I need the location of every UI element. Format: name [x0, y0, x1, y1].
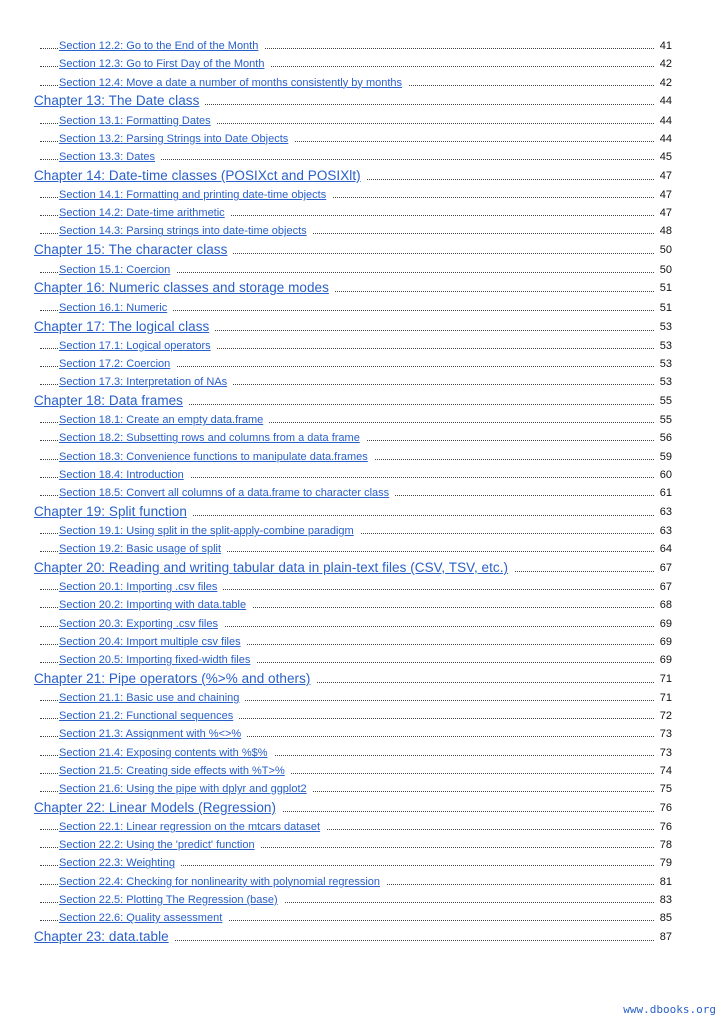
page-number: 69 — [659, 654, 672, 666]
toc-section-row[interactable] — [0, 53, 724, 71]
page-number: 85 — [659, 912, 672, 925]
chapter-link[interactable]: Chapter 15: The character class — [34, 242, 233, 257]
chapter-link[interactable]: Chapter 23: data.table — [34, 929, 175, 944]
section-link[interactable]: Section 19.2: Basic usage of split — [59, 543, 227, 555]
toc-section-row[interactable] — [0, 146, 724, 164]
toc-chapter-row[interactable] — [0, 90, 724, 110]
page-number: 59 — [659, 450, 672, 463]
toc-chapter-row[interactable] — [0, 500, 724, 520]
section-link[interactable]: Section 21.4: Exposing contents with %$% — [59, 747, 274, 759]
page-number: 71 — [659, 672, 672, 685]
page-number: 42 — [659, 58, 672, 71]
toc-section-row[interactable] — [0, 427, 724, 445]
page-number: 67 — [659, 581, 672, 594]
section-link[interactable]: Section 17.3: Interpretation of NAs — [59, 376, 233, 388]
toc-section-row[interactable] — [0, 870, 724, 888]
toc-section-row[interactable] — [0, 35, 724, 53]
page-number: 60 — [659, 468, 672, 481]
chapter-link[interactable]: Chapter 18: Data frames — [34, 393, 189, 408]
section-link[interactable]: Section 12.2: Go to the End of the Month — [59, 40, 264, 52]
section-link[interactable]: Section 18.4: Introduction — [59, 469, 190, 481]
toc-section-row[interactable] — [0, 741, 724, 759]
page-number: 76 — [659, 801, 672, 814]
toc-section-row[interactable] — [0, 723, 724, 741]
toc-section-row[interactable] — [0, 687, 724, 705]
chapter-link[interactable]: Chapter 17: The logical class — [34, 319, 215, 334]
section-link[interactable]: Section 17.1: Logical operators — [59, 340, 217, 352]
section-link[interactable]: Section 19.1: Using split in the split-apply-combine paradigm — [59, 525, 360, 537]
table-of-contents — [0, 35, 724, 945]
section-link[interactable]: Section 16.1: Numeric — [59, 302, 173, 314]
section-link[interactable]: Section 22.3: Weighting — [59, 857, 181, 869]
toc-section-row[interactable] — [0, 71, 724, 89]
section-link[interactable]: Section 14.3: Parsing strings into date-time objects — [59, 225, 313, 237]
toc-section-row[interactable] — [0, 631, 724, 649]
section-link[interactable]: Section 18.1: Create an empty data.frame — [59, 414, 269, 426]
page-number: 56 — [659, 432, 672, 445]
toc-section-row[interactable] — [0, 258, 724, 276]
section-link[interactable]: Section 18.5: Convert all columns of a data.frame to character class — [59, 487, 395, 499]
toc-section-row[interactable] — [0, 184, 724, 202]
watermark[interactable]: www.dbooks.org — [623, 1003, 716, 1016]
section-link[interactable]: Section 13.2: Parsing Strings into Date Objects — [59, 133, 294, 145]
section-link[interactable]: Section 17.2: Coercion — [59, 358, 176, 370]
section-link[interactable]: Section 22.2: Using the 'predict' function — [59, 839, 261, 851]
toc-section-row[interactable] — [0, 705, 724, 723]
chapter-link[interactable]: Chapter 16: Numeric classes and storage modes — [34, 280, 335, 295]
page-number: 78 — [659, 839, 672, 852]
section-link[interactable]: Section 20.2: Importing with data.table — [59, 599, 252, 611]
section-link[interactable]: Section 13.3: Dates — [59, 151, 161, 163]
toc-chapter-row[interactable] — [0, 667, 724, 687]
section-link[interactable]: Section 22.4: Checking for nonlinearity with polynomial regression — [59, 876, 386, 888]
section-link[interactable]: Section 21.3: Assignment with %<>% — [59, 728, 247, 740]
page-number: 53 — [659, 357, 672, 370]
chapter-link[interactable]: Chapter 22: Linear Models (Regression) — [34, 800, 282, 815]
page-number: 67 — [659, 562, 672, 575]
page-number: 75 — [659, 783, 672, 796]
toc-chapter-row[interactable] — [0, 315, 724, 335]
section-link[interactable]: Section 20.1: Importing .csv files — [59, 581, 223, 593]
section-link[interactable]: Section 12.4: Move a date a number of months consistently by months — [59, 77, 408, 89]
section-link[interactable]: Section 20.4: Import multiple csv files — [59, 636, 247, 648]
toc-section-row[interactable] — [0, 834, 724, 852]
section-link[interactable]: Section 14.1: Formatting and printing date-time objects — [59, 189, 332, 201]
page-number: 44 — [659, 132, 672, 145]
page-number: 47 — [659, 169, 672, 182]
page-number: 51 — [659, 301, 672, 314]
toc-section-row[interactable] — [0, 109, 724, 127]
toc-section-row[interactable] — [0, 907, 724, 925]
section-link[interactable]: Section 21.5: Creating side effects with %T>% — [59, 765, 291, 777]
toc-chapter-row[interactable] — [0, 925, 724, 945]
page-number: 63 — [659, 524, 672, 537]
page-number: 76 — [659, 821, 672, 834]
page-number: 41 — [659, 40, 672, 53]
page-number: 73 — [659, 746, 672, 759]
page-number: 48 — [659, 225, 672, 238]
section-link[interactable]: Section 21.1: Basic use and chaining — [59, 692, 245, 704]
chapter-link[interactable]: Chapter 21: Pipe operators (%>% and others) — [34, 671, 316, 686]
toc-section-row[interactable] — [0, 520, 724, 538]
page-number: 55 — [659, 394, 672, 407]
toc-chapter-row[interactable] — [0, 164, 724, 184]
chapter-link[interactable]: Chapter 19: Split function — [34, 504, 193, 519]
section-link[interactable]: Section 21.6: Using the pipe with dplyr and ggplot2 — [59, 783, 313, 795]
page-number: 63 — [659, 505, 672, 518]
section-link[interactable]: Section 21.2: Functional sequences — [59, 710, 239, 722]
page-number: 53 — [659, 320, 672, 333]
toc-chapter-row[interactable] — [0, 556, 724, 576]
toc-section-row[interactable] — [0, 128, 724, 146]
page-number: 53 — [659, 376, 672, 389]
toc-section-row[interactable] — [0, 594, 724, 612]
section-link[interactable]: Section 13.1: Formatting Dates — [59, 115, 217, 127]
page-number: 79 — [659, 857, 672, 870]
section-link[interactable]: Section 20.3: Exporting .csv files — [59, 618, 224, 630]
page-number: 50 — [659, 244, 672, 257]
toc-section-row[interactable] — [0, 482, 724, 500]
section-link[interactable]: Section 12.3: Go to First Day of the Month — [59, 58, 270, 70]
toc-section-row[interactable] — [0, 445, 724, 463]
section-link[interactable]: Section 22.1: Linear regression on the mtcars dataset — [59, 821, 326, 833]
toc-section-row[interactable] — [0, 202, 724, 220]
page-number: 61 — [659, 486, 672, 499]
toc-section-row[interactable] — [0, 576, 724, 594]
page-number: 47 — [659, 207, 672, 220]
chapter-link[interactable]: Chapter 14: Date-time classes (POSIXct and POSIXlt) — [34, 168, 367, 183]
section-link[interactable]: Section 22.6: Quality assessment — [59, 912, 228, 924]
page-number: 55 — [659, 414, 672, 427]
page-number: 68 — [659, 599, 672, 612]
page-number: 73 — [659, 728, 672, 741]
page-number: 64 — [659, 543, 672, 556]
chapter-link[interactable]: Chapter 20: Reading and writing tabular data in plain-text files (CSV, TSV, etc.) — [34, 560, 514, 575]
section-link[interactable]: Section 20.5: Importing fixed-width files — [59, 654, 256, 666]
page-number: 50 — [659, 263, 672, 276]
page-number: 81 — [659, 875, 672, 888]
toc-section-row[interactable] — [0, 778, 724, 796]
page-number: 87 — [659, 930, 672, 943]
toc-section-row[interactable] — [0, 649, 724, 667]
toc-chapter-row[interactable] — [0, 277, 724, 297]
toc-section-row[interactable] — [0, 296, 724, 314]
toc-section-row[interactable] — [0, 464, 724, 482]
section-link[interactable]: Section 15.1: Coercion — [59, 264, 176, 276]
page-number: 47 — [659, 189, 672, 202]
page-number: 45 — [659, 151, 672, 164]
toc-section-row[interactable] — [0, 353, 724, 371]
section-link[interactable]: Section 14.2: Date-time arithmetic — [59, 207, 231, 219]
page-number: 83 — [659, 893, 672, 906]
section-link[interactable]: Section 18.2: Subsetting rows and columns from a data frame — [59, 432, 366, 444]
toc-section-row[interactable] — [0, 371, 724, 389]
page-number: 51 — [659, 282, 672, 295]
toc-section-row[interactable] — [0, 889, 724, 907]
page-number: 53 — [659, 339, 672, 352]
page-number: 44 — [659, 95, 672, 108]
page-number: 42 — [659, 76, 672, 89]
page-number: 44 — [659, 114, 672, 127]
section-link[interactable]: Section 18.3: Convenience functions to manipulate data.frames — [59, 451, 374, 463]
toc-chapter-row[interactable] — [0, 238, 724, 258]
toc-section-row[interactable] — [0, 409, 724, 427]
toc-section-row[interactable] — [0, 816, 724, 834]
toc-section-row[interactable] — [0, 852, 724, 870]
page-number: 69 — [659, 617, 672, 630]
toc-chapter-row[interactable] — [0, 796, 724, 816]
toc-section-row[interactable] — [0, 220, 724, 238]
page-number: 69 — [659, 635, 672, 648]
chapter-link[interactable]: Chapter 13: The Date class — [34, 93, 205, 108]
toc-chapter-row[interactable] — [0, 389, 724, 409]
toc-section-row[interactable] — [0, 612, 724, 630]
toc-section-row[interactable] — [0, 538, 724, 556]
page-number: 71 — [659, 692, 672, 705]
page-number: 72 — [659, 710, 672, 723]
section-link[interactable]: Section 22.5: Plotting The Regression (base) — [59, 894, 284, 906]
page-number: 74 — [659, 764, 672, 777]
toc-section-row[interactable] — [0, 760, 724, 778]
toc-section-row[interactable] — [0, 335, 724, 353]
